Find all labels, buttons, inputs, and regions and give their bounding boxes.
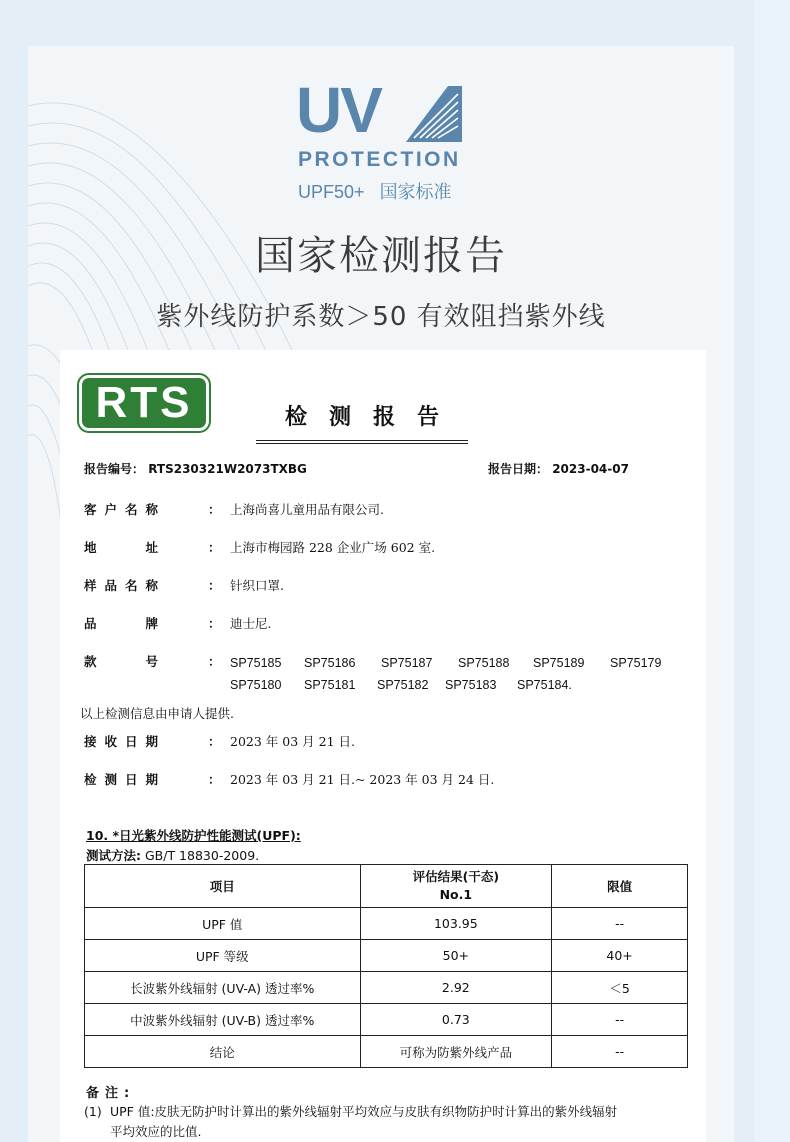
style-code: SP75182 xyxy=(377,678,429,692)
cell-result: 0.73 xyxy=(360,1004,552,1036)
table-row xyxy=(85,1036,688,1068)
report-number-label: 报告编号： xyxy=(84,462,145,476)
cell-limit: -- xyxy=(552,908,688,940)
test-method-value: GB/T 18830-2009. xyxy=(141,848,260,863)
style-code: SP75189 xyxy=(533,656,585,670)
report-date xyxy=(488,460,629,477)
remark-text-line2: 平均效应的比值. xyxy=(110,1124,202,1139)
style-number-list xyxy=(230,652,690,696)
test-method xyxy=(86,846,259,864)
client-value: 上海尚喜儿童用品有限公司. xyxy=(230,502,384,517)
report-date-value: 2023-04-07 xyxy=(552,462,629,476)
cell-limit: -- xyxy=(552,1004,688,1036)
style-code: SP75184. xyxy=(517,678,572,692)
table-row xyxy=(85,1004,688,1036)
table-row xyxy=(85,908,688,940)
style-code: SP75185 xyxy=(230,656,282,670)
remark-text-line1: UPF 值:皮肤无防护时计算出的紫外线辐射平均效应与皮肤有织物防护时计算出的紫外线辐射 xyxy=(110,1104,618,1119)
cell-result: 2.92 xyxy=(360,972,552,1004)
field-colon: ： xyxy=(208,772,221,787)
poster-panel xyxy=(28,46,734,1142)
field-label: 客 户 名 称 xyxy=(84,502,158,517)
test-report-document xyxy=(60,350,706,1142)
test-method-label: 测试方法: xyxy=(86,848,141,863)
field-colon: ： xyxy=(208,578,221,593)
style-number-line-2 xyxy=(230,674,690,696)
cell-limit: -- xyxy=(552,1036,688,1068)
column-header-item: 项目 xyxy=(85,865,361,908)
table-row xyxy=(85,972,688,1004)
upf50-label: UPF50+ xyxy=(298,182,365,202)
style-code: SP75179 xyxy=(610,656,662,670)
uv-ray-mark xyxy=(406,84,466,142)
style-code: SP75187 xyxy=(381,656,433,670)
test-date-value: 2023 年 03 月 21 日.~ 2023 年 03 月 24 日. xyxy=(230,772,495,787)
style-code: SP75186 xyxy=(304,656,356,670)
cell-limit: 40+ xyxy=(552,940,688,972)
cell-item: 中波紫外线辐射 (UV-B) 透过率% xyxy=(85,1004,361,1036)
field-colon: ： xyxy=(208,654,221,669)
upf-results-table xyxy=(84,864,688,1068)
cell-result: 可称为防紫外线产品 xyxy=(360,1036,552,1068)
field-label: 样 品 名 称 xyxy=(84,578,158,593)
address-value: 上海市梅园路 228 企业广场 602 室. xyxy=(230,540,436,555)
received-date-value: 2023 年 03 月 21 日. xyxy=(230,734,355,749)
upf-standard-text xyxy=(298,178,452,204)
field-colon: ： xyxy=(208,540,221,555)
style-code: SP75181 xyxy=(304,678,356,692)
field-colon: ： xyxy=(208,616,221,631)
sample-value: 针织口罩. xyxy=(230,578,284,593)
brand-value: 迪士尼. xyxy=(230,616,272,631)
cell-result: 50+ xyxy=(360,940,552,972)
cell-item: UPF 值 xyxy=(85,908,361,940)
cell-item: 长波紫外线辐射 (UV-A) 透过率% xyxy=(85,972,361,1004)
field-colon: ： xyxy=(208,502,221,517)
style-number-line-1 xyxy=(230,652,690,674)
national-standard-label: 国家标准 xyxy=(379,182,452,202)
page-headline: 国家检测报告 xyxy=(255,233,507,279)
section-title: 10. *日光紫外线防护性能测试(UPF): xyxy=(86,828,301,843)
rts-logo-badge: RTS xyxy=(79,375,209,431)
uv-protection-logo xyxy=(296,74,476,206)
field-label: 款 号 xyxy=(84,654,158,669)
remark-number: (1) xyxy=(84,1104,102,1119)
field-label: 品 牌 xyxy=(84,616,158,631)
column-header-result: 评估结果(干态) No.1 xyxy=(360,865,552,908)
column-header-limit: 限值 xyxy=(552,865,688,908)
style-code: SP75183 xyxy=(445,678,497,692)
report-number-value: RTS230321W2073TXBG xyxy=(148,462,307,476)
remarks-title: 备注: xyxy=(86,1086,136,1101)
cell-item: 结论 xyxy=(85,1036,361,1068)
page-subheadline: 紫外线防护系数＞50 有效阻挡紫外线 xyxy=(156,302,606,332)
protection-text: PROTECTION xyxy=(298,148,461,171)
table-row xyxy=(85,940,688,972)
cell-result: 103.95 xyxy=(360,908,552,940)
remark-item xyxy=(84,1102,694,1142)
cell-item: UPF 等级 xyxy=(85,940,361,972)
field-label: 地 址 xyxy=(84,540,158,555)
style-code: SP75188 xyxy=(458,656,510,670)
applicant-note: 以上检测信息由申请人提供. xyxy=(80,706,234,721)
uv-letters: UV xyxy=(296,74,381,146)
field-colon: ： xyxy=(208,734,221,749)
field-label: 检 测 日 期 xyxy=(84,772,158,787)
cell-limit: ＜5 xyxy=(552,972,688,1004)
field-label: 接 收 日 期 xyxy=(84,734,158,749)
report-title: 检测报告 xyxy=(256,400,468,444)
style-code: SP75180 xyxy=(230,678,282,692)
report-date-label: 报告日期： xyxy=(488,462,549,476)
report-number xyxy=(84,460,307,477)
table-header-row xyxy=(85,865,688,908)
